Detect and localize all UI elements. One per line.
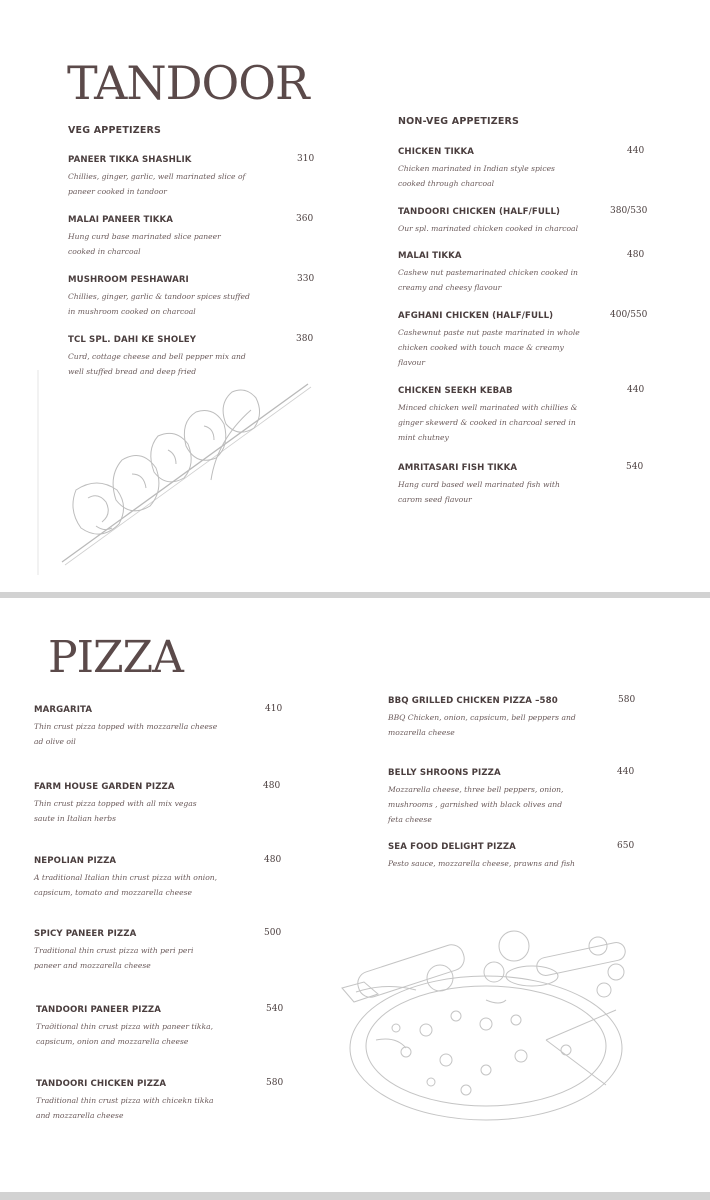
menu-item <box>34 929 219 973</box>
item-name: CHICKEN SEEKH KEBAB <box>398 386 513 396</box>
item-name: MUSHROOM PESHAWARI <box>68 275 189 285</box>
item-price: 440 <box>627 385 645 395</box>
item-name: SPICY PANEER PIZZA <box>34 929 137 939</box>
item-price: 360 <box>296 214 314 224</box>
item-description: Minced chicken well marinated with chillies & ginger skewerd & cooked in charcoal sered in mint chutney <box>398 403 578 442</box>
item-description: A traditional Italian thin crust pizza with onion, capsicum, tomato and mozzarella cheese <box>34 873 218 897</box>
menu-item <box>36 1079 221 1123</box>
menu-item <box>398 463 583 507</box>
item-description: Trадitional thin crust pizza with paneer tikka, capsicum, onion and mozzarella cheese <box>36 1022 214 1046</box>
page-divider <box>0 1192 710 1200</box>
item-price: 480 <box>264 855 282 865</box>
pizza-page <box>0 598 710 1192</box>
item-price: 410 <box>265 704 283 714</box>
item-name: PANEER TIKKA SHASHLIK <box>68 155 192 165</box>
item-name: FARM HOUSE GARDEN PIZZA <box>34 782 175 792</box>
item-description: Our spl. marinated chicken cooked in charcoal <box>398 224 579 233</box>
item-name: NEPOLIAN PIZZA <box>34 856 117 866</box>
item-description: Cashew nut pastemarinated chicken cooked in creamy and cheesy flavour <box>398 268 578 292</box>
item-description: Chillies, ginger, garlic & tandoor spices stuffed in mushroom cooked on charcoal <box>68 292 250 316</box>
item-description: Pesto sauce, mozzarella cheese, prawns and fish <box>388 859 575 868</box>
menu-item <box>68 215 248 259</box>
menu-item <box>34 705 219 749</box>
menu-item <box>388 696 583 740</box>
item-name: BBQ GRILLED CHICKEN PIZZA –580 <box>388 696 558 706</box>
menu-item <box>34 856 219 900</box>
menu-item <box>398 386 583 445</box>
nonveg-appetizers-heading: NON-VEG APPETIZERS <box>398 116 520 127</box>
item-description: Hang curd based well marinated fish with carom seed flavour <box>398 480 560 504</box>
item-name: MALAI PANEER TIKKA <box>68 215 174 225</box>
item-description: Curd, cottage cheese and bell pepper mix and well stuffed bread and deep fried <box>68 352 246 376</box>
item-name: CHICKEN TIKKA <box>398 147 475 157</box>
item-price: 650 <box>617 841 635 851</box>
menu-item <box>68 275 254 319</box>
item-price: 440 <box>617 767 635 777</box>
item-name: TCL SPL. DAHI KE SHOLEY <box>68 335 197 345</box>
item-description: Traditional thin crust pizza with peri peri paneer and mozzarella cheese <box>34 946 194 970</box>
item-description: Chicken marinated in Indian style spices cooked through charcoal <box>398 164 555 188</box>
item-name: SEA FOOD DELIGHT PIZZA <box>388 842 516 852</box>
tandoor-page <box>0 0 710 592</box>
item-name: MARGARITA <box>34 705 93 715</box>
item-price: 540 <box>626 462 644 472</box>
item-price: 400/550 <box>610 310 648 320</box>
item-name: TANDOORI PANEER PIZZA <box>36 1005 162 1015</box>
item-description: BBQ Chicken, onion, capsicum, bell peppers and mozarella cheese <box>388 713 576 737</box>
item-price: 580 <box>618 695 636 705</box>
veg-appetizers-heading: VEG APPETIZERS <box>68 125 162 136</box>
item-price: 500 <box>264 928 282 938</box>
item-price: 310 <box>297 154 315 164</box>
item-price: 440 <box>627 146 645 156</box>
item-name: MALAI TIKKA <box>398 251 462 261</box>
item-description: Hung curd base marinated slice paneer cooked in charcoal <box>68 232 221 256</box>
menu-item <box>398 207 598 236</box>
item-description: Thin crust pizza topped with mozzarella cheese ad olive oil <box>34 722 218 746</box>
item-name: TANDOORI CHICKEN PIZZA <box>36 1079 167 1089</box>
menu-item <box>388 768 573 827</box>
item-price: 380/530 <box>610 206 648 216</box>
item-description: Traditional thin crust pizza with chicekn tikka and mozzarella cheese <box>36 1096 214 1120</box>
item-price: 480 <box>627 250 645 260</box>
menu-item <box>68 155 248 199</box>
item-price: 380 <box>296 334 314 344</box>
item-price: 580 <box>266 1078 284 1088</box>
pizza-title: PIZZA <box>48 632 183 683</box>
pizza-illustration <box>336 920 641 1130</box>
menu-item <box>398 147 583 191</box>
item-name: TANDOORI CHICKEN (HALF/FULL) <box>398 207 561 217</box>
tandoor-title: TANDOOR <box>67 56 309 110</box>
menu-item <box>398 251 583 295</box>
item-description: Cashewnut paste nut paste marinated in whole chicken cooked with touch mace & creamy flavour <box>398 328 580 367</box>
item-description: Thin crust pizza topped with all mix vegas saute in Italian herbs <box>34 799 197 823</box>
menu-item <box>34 782 219 826</box>
item-price: 330 <box>297 274 315 284</box>
item-description: Chillies, ginger, garlic, well marinated slice of paneer cooked in tandoor <box>68 172 246 196</box>
item-price: 480 <box>263 781 281 791</box>
item-name: BELLY SHROONS PIZZA <box>388 768 501 778</box>
item-name: AFGHANI CHICKEN (HALF/FULL) <box>398 311 554 321</box>
menu-item <box>36 1005 221 1049</box>
item-name: AMRITASARI FISH TIKKA <box>398 463 518 473</box>
item-price: 540 <box>266 1004 284 1014</box>
menu-item <box>398 311 583 370</box>
menu-item <box>388 842 588 871</box>
kebab-skewer-illustration <box>36 370 326 580</box>
item-description: Mozzarella cheese, three bell peppers, onion, mushrooms , garnished with black olives and feta cheese <box>388 785 564 824</box>
